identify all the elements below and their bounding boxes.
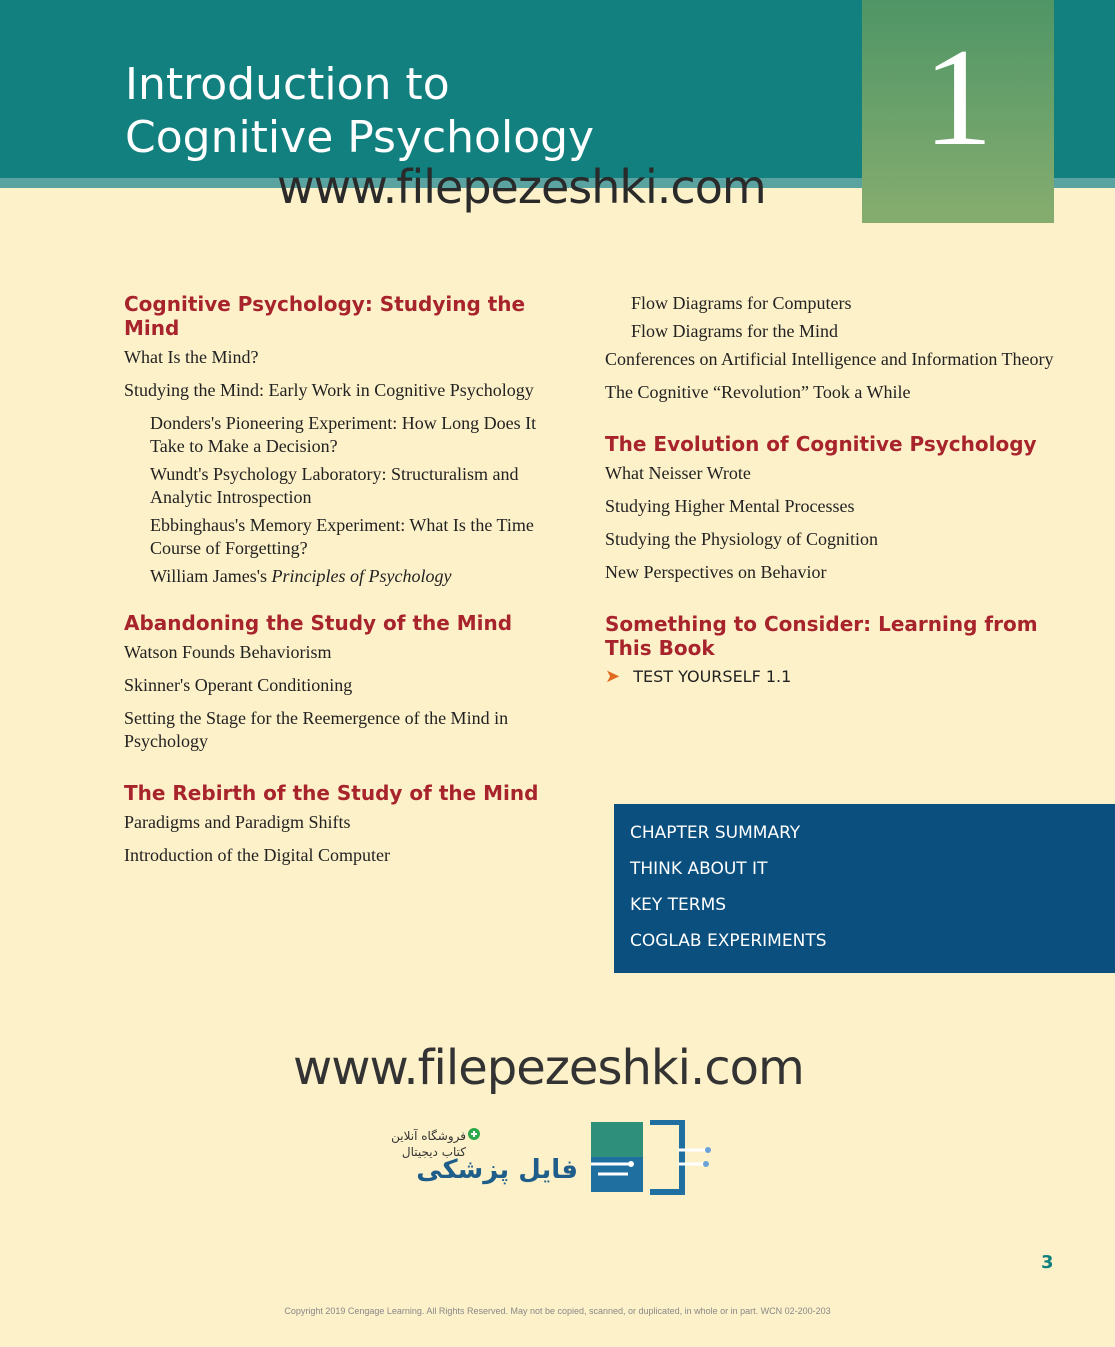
test-yourself <box>605 666 1065 687</box>
arrow-right-icon: ➤ <box>605 666 621 687</box>
toc-item: Skinner's Operant Conditioning <box>124 675 353 695</box>
logo-graphic <box>388 1120 718 1198</box>
toc-subitem <box>124 565 544 588</box>
chapter-number-box <box>862 0 1054 223</box>
toc-subitem-prefix: William James's <box>150 566 267 586</box>
chapter-number: 1 <box>923 20 993 175</box>
toc-right-column <box>605 292 1065 687</box>
toc-item: What Neisser Wrote <box>605 463 751 483</box>
toc-item: New Perspectives on Behavior <box>605 562 827 582</box>
toc-item: What Is the Mind? <box>124 347 259 367</box>
toc-item: Studying Higher Mental Processes <box>605 496 855 516</box>
section-title: Cognitive Psychology: Studying the Mind <box>124 292 526 340</box>
spacer <box>605 414 1065 432</box>
section-title: The Rebirth of the Study of the Mind <box>124 781 539 805</box>
section-title: Abandoning the Study of the Mind <box>124 611 513 635</box>
summary-item: KEY TERMS <box>630 895 727 915</box>
logo-line1: فروشگاه آنلاین <box>391 1129 466 1143</box>
summary-list <box>614 815 1115 959</box>
page-number: 3 <box>1041 1252 1054 1273</box>
toc-item: Setting the Stage for the Reemergence of the Mind in Psychology <box>124 708 509 751</box>
spacer <box>124 763 544 781</box>
toc-item: Paradigms and Paradigm Shifts <box>124 812 351 832</box>
summary-item: CHAPTER SUMMARY <box>630 823 801 843</box>
toc-item: Watson Founds Behaviorism <box>124 642 332 662</box>
watermark-top: www.filepezeshki.com <box>277 160 766 214</box>
summary-item: COGLAB EXPERIMENTS <box>630 931 827 951</box>
toc-item: Introduction of the Digital Computer <box>124 845 390 865</box>
summary-item: THINK ABOUT IT <box>630 859 768 879</box>
spacer <box>124 593 544 611</box>
toc-subitem: Wundt's Psychology Laboratory: Structuralism and Analytic Introspection <box>150 464 519 507</box>
toc-subitem: Ebbinghaus's Memory Experiment: What Is the Time Course of Forgetting? <box>150 515 534 558</box>
spacer <box>605 594 1065 612</box>
toc-left-column <box>124 292 544 877</box>
chapter-title-line1: Introduction to <box>125 59 450 110</box>
logo-brand: فایل پزشکی <box>416 1155 578 1185</box>
toc-subitem: Flow Diagrams for Computers <box>631 293 852 313</box>
copyright-notice: Copyright 2019 Cengage Learning. All Rights Reserved. May not be copied, scanned, or duplicated, in whole or in part. WCN 02-200-203 <box>284 1306 831 1316</box>
toc-subitem: Donders's Pioneering Experiment: How Long Does It Take to Make a Decision? <box>150 413 537 456</box>
chapter-title <box>125 58 594 164</box>
book-title: Principles of Psychology <box>271 566 452 586</box>
chapter-summary-box <box>614 804 1115 973</box>
logo-line2: کتاب دیجیتال <box>401 1145 466 1159</box>
test-yourself-label: TEST YOURSELF 1.1 <box>633 667 792 686</box>
section-title: The Evolution of Cognitive Psychology <box>605 432 1037 456</box>
filepezeshki-logo <box>388 1120 718 1198</box>
watermark-bottom: www.filepezeshki.com <box>293 1040 804 1096</box>
toc-item: Studying the Mind: Early Work in Cognitive Psychology <box>124 380 534 400</box>
toc-item: Studying the Physiology of Cognition <box>605 529 879 549</box>
chapter-title-line2: Cognitive Psychology <box>125 112 595 163</box>
toc-subitem: Flow Diagrams for the Mind <box>631 321 838 341</box>
toc-item: The Cognitive “Revolution” Took a While <box>605 382 911 402</box>
section-title: Something to Consider: Learning from This Book <box>605 612 1038 660</box>
toc-item: Conferences on Artificial Intelligence and Information Theory <box>605 349 1054 369</box>
